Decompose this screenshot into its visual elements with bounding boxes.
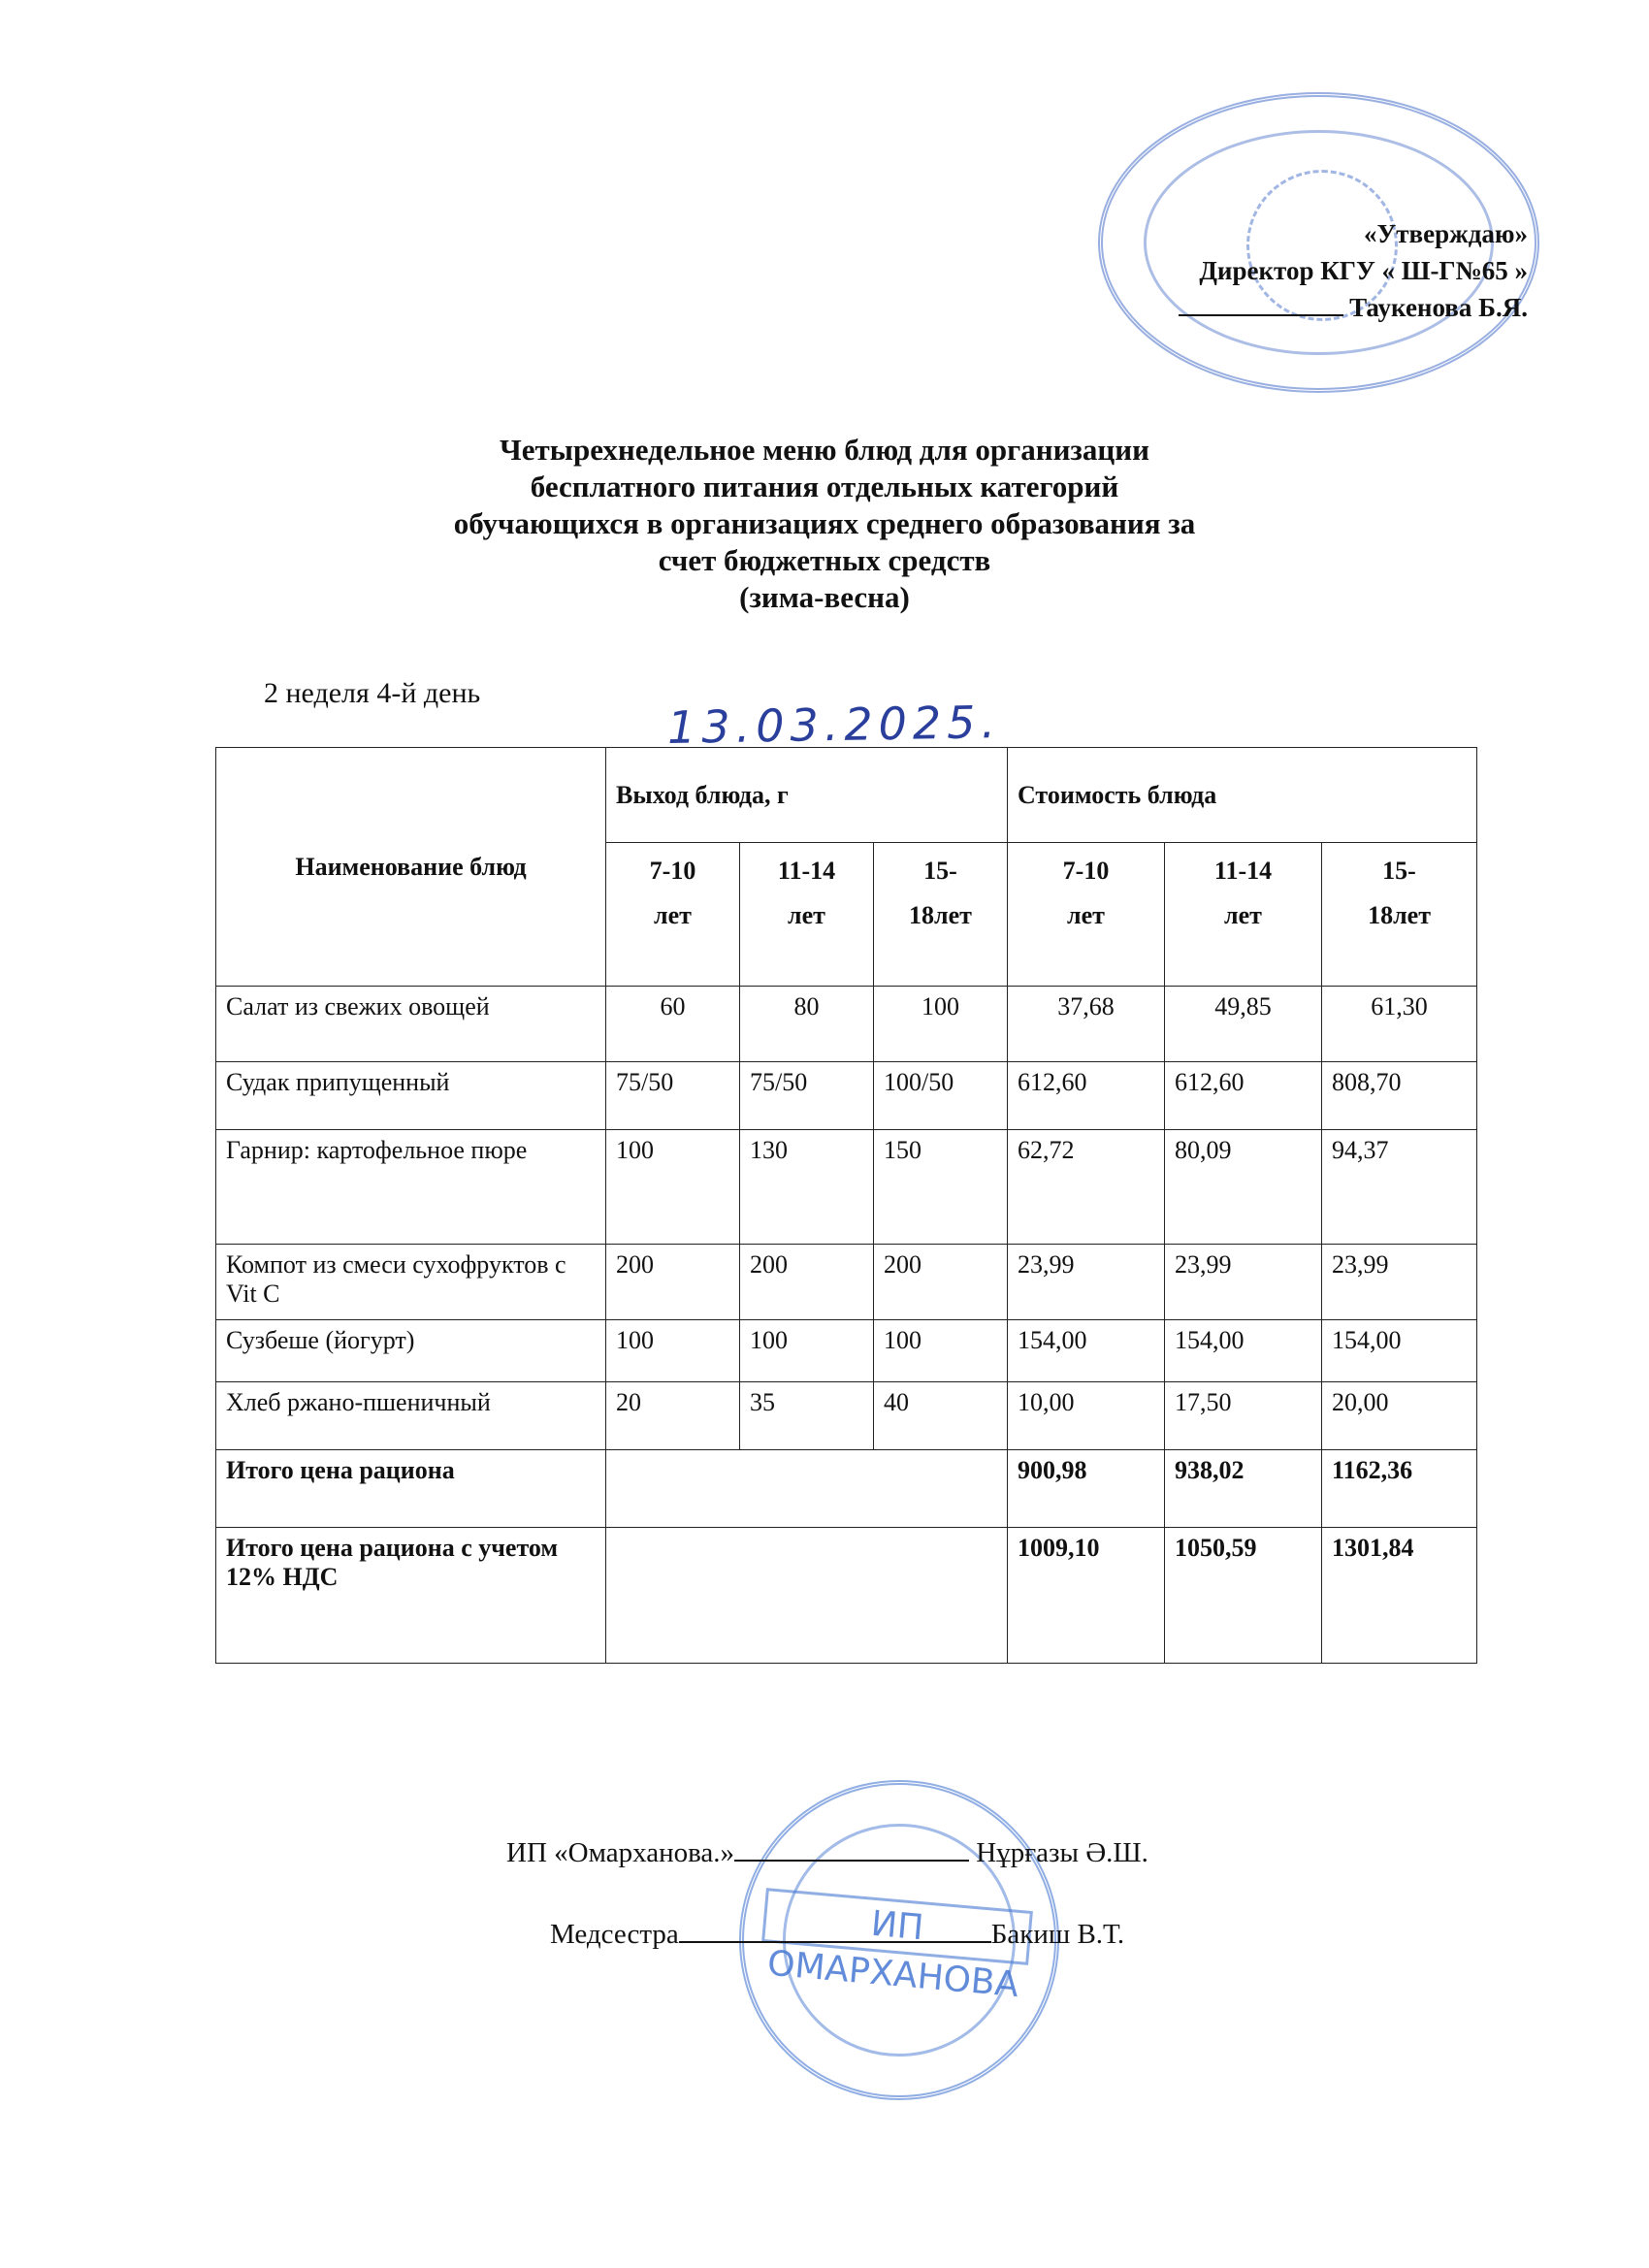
cost-cell: 10,00 bbox=[1008, 1382, 1165, 1450]
director-signature-line bbox=[1179, 289, 1343, 316]
age-header: 7-10 лет bbox=[1008, 843, 1165, 987]
yield-cell: 150 bbox=[874, 1130, 1008, 1245]
cost-header: Стоимость блюда bbox=[1008, 748, 1477, 843]
table-row bbox=[216, 1382, 1477, 1450]
dish-name: Сузбеше (йогурт) bbox=[216, 1320, 606, 1382]
cost-cell: 23,99 bbox=[1322, 1245, 1477, 1320]
dish-name: Салат из свежих овощей bbox=[216, 987, 606, 1062]
dish-name: Хлеб ржано-пшеничный bbox=[216, 1382, 606, 1450]
cost-cell: 62,72 bbox=[1008, 1130, 1165, 1245]
supplier-signature bbox=[506, 1831, 1148, 1869]
document-title bbox=[0, 432, 1649, 616]
yield-cell: 100 bbox=[874, 987, 1008, 1062]
yield-cell: 75/50 bbox=[606, 1062, 740, 1130]
age-header: 15- 18лет bbox=[1322, 843, 1477, 987]
yield-cell: 200 bbox=[606, 1245, 740, 1320]
total-vat-value: 1301,84 bbox=[1322, 1528, 1477, 1664]
age-header: 7-10 лет bbox=[606, 843, 740, 987]
supplier-label: ИП «Омарханова.» bbox=[506, 1837, 735, 1868]
total-vat-label: Итого цена рациона с учетом 12% НДС bbox=[216, 1528, 606, 1664]
cost-cell: 612,60 bbox=[1008, 1062, 1165, 1130]
total-value: 938,02 bbox=[1165, 1450, 1322, 1528]
nurse-signature bbox=[550, 1912, 1124, 1951]
nurse-name: Бакиш В.Т. bbox=[990, 1919, 1125, 1950]
supplier-signature-line bbox=[734, 1831, 969, 1862]
age-header: 11-14 лет bbox=[1165, 843, 1322, 987]
menu-table bbox=[215, 747, 1477, 1664]
cost-cell: 23,99 bbox=[1008, 1245, 1165, 1320]
yield-cell: 20 bbox=[606, 1382, 740, 1450]
yield-cell: 80 bbox=[740, 987, 874, 1062]
table-row bbox=[216, 1245, 1477, 1320]
table-row bbox=[216, 1062, 1477, 1130]
yield-cell: 60 bbox=[606, 987, 740, 1062]
total-vat-value: 1009,10 bbox=[1008, 1528, 1165, 1664]
yield-cell: 100 bbox=[740, 1320, 874, 1382]
title-line3: обучающихся в организациях среднего образования за bbox=[453, 506, 1196, 540]
dish-name: Судак припущенный bbox=[216, 1062, 606, 1130]
yield-cell: 100 bbox=[606, 1320, 740, 1382]
table-row bbox=[216, 1130, 1477, 1245]
name-header: Наименование блюд bbox=[216, 748, 606, 987]
yield-cell: 40 bbox=[874, 1382, 1008, 1450]
dish-name: Гарнир: картофельное пюре bbox=[216, 1130, 606, 1245]
nurse-label: Медсестра bbox=[550, 1919, 679, 1950]
yield-cell: 200 bbox=[874, 1245, 1008, 1320]
director-name: Таукенова Б.Я. bbox=[1349, 293, 1528, 322]
cost-cell: 154,00 bbox=[1008, 1320, 1165, 1382]
title-line1: Четырехнедельное меню блюд для организации bbox=[500, 433, 1149, 467]
age-header: 11-14 лет bbox=[740, 843, 874, 987]
cost-cell: 49,85 bbox=[1165, 987, 1322, 1062]
title-line5: (зима-весна) bbox=[739, 580, 910, 614]
handwritten-date: 13.03.2025. bbox=[666, 696, 1002, 754]
cost-cell: 20,00 bbox=[1322, 1382, 1477, 1450]
total-row bbox=[216, 1450, 1477, 1528]
yield-cell: 130 bbox=[740, 1130, 874, 1245]
cost-cell: 94,37 bbox=[1322, 1130, 1477, 1245]
total-label: Итого цена рациона bbox=[216, 1450, 606, 1528]
yield-cell: 35 bbox=[740, 1382, 874, 1450]
cost-cell: 37,68 bbox=[1008, 987, 1165, 1062]
approval-line1: «Утверждаю» bbox=[1363, 219, 1528, 248]
yield-cell: 200 bbox=[740, 1245, 874, 1320]
cost-cell: 154,00 bbox=[1322, 1320, 1477, 1382]
approval-line2: Директор КГУ « Ш-Г№65 » bbox=[1199, 256, 1528, 285]
approval-block bbox=[1179, 215, 1528, 326]
age-header: 15- 18лет bbox=[874, 843, 1008, 987]
cost-cell: 17,50 bbox=[1165, 1382, 1322, 1450]
total-value: 900,98 bbox=[1008, 1450, 1165, 1528]
yield-cell: 100/50 bbox=[874, 1062, 1008, 1130]
empty-cell bbox=[606, 1450, 1008, 1528]
dish-name: Компот из смеси сухофруктов с Vit C bbox=[216, 1245, 606, 1320]
yield-header: Выход блюда, г bbox=[606, 748, 1008, 843]
cost-cell: 154,00 bbox=[1165, 1320, 1322, 1382]
yield-cell: 100 bbox=[874, 1320, 1008, 1382]
cost-cell: 61,30 bbox=[1322, 987, 1477, 1062]
nurse-signature-line bbox=[679, 1912, 991, 1943]
table-row bbox=[216, 987, 1477, 1062]
table-row bbox=[216, 1320, 1477, 1382]
week-day: 2 неделя 4-й день bbox=[264, 677, 481, 709]
total-vat-row bbox=[216, 1528, 1477, 1664]
cost-cell: 23,99 bbox=[1165, 1245, 1322, 1320]
empty-cell bbox=[606, 1528, 1008, 1664]
cost-cell: 80,09 bbox=[1165, 1130, 1322, 1245]
title-line2: бесплатного питания отдельных категорий bbox=[530, 470, 1119, 503]
total-value: 1162,36 bbox=[1322, 1450, 1477, 1528]
yield-cell: 75/50 bbox=[740, 1062, 874, 1130]
seal-box: ИП ОМАРХАНОВА bbox=[761, 1888, 1033, 1965]
cost-cell: 612,60 bbox=[1165, 1062, 1322, 1130]
supplier-name: Нұрғазы Ә.Ш. bbox=[976, 1837, 1148, 1868]
title-line4: счет бюджетных средств bbox=[658, 543, 991, 577]
total-vat-value: 1050,59 bbox=[1165, 1528, 1322, 1664]
yield-cell: 100 bbox=[606, 1130, 740, 1245]
cost-cell: 808,70 bbox=[1322, 1062, 1477, 1130]
